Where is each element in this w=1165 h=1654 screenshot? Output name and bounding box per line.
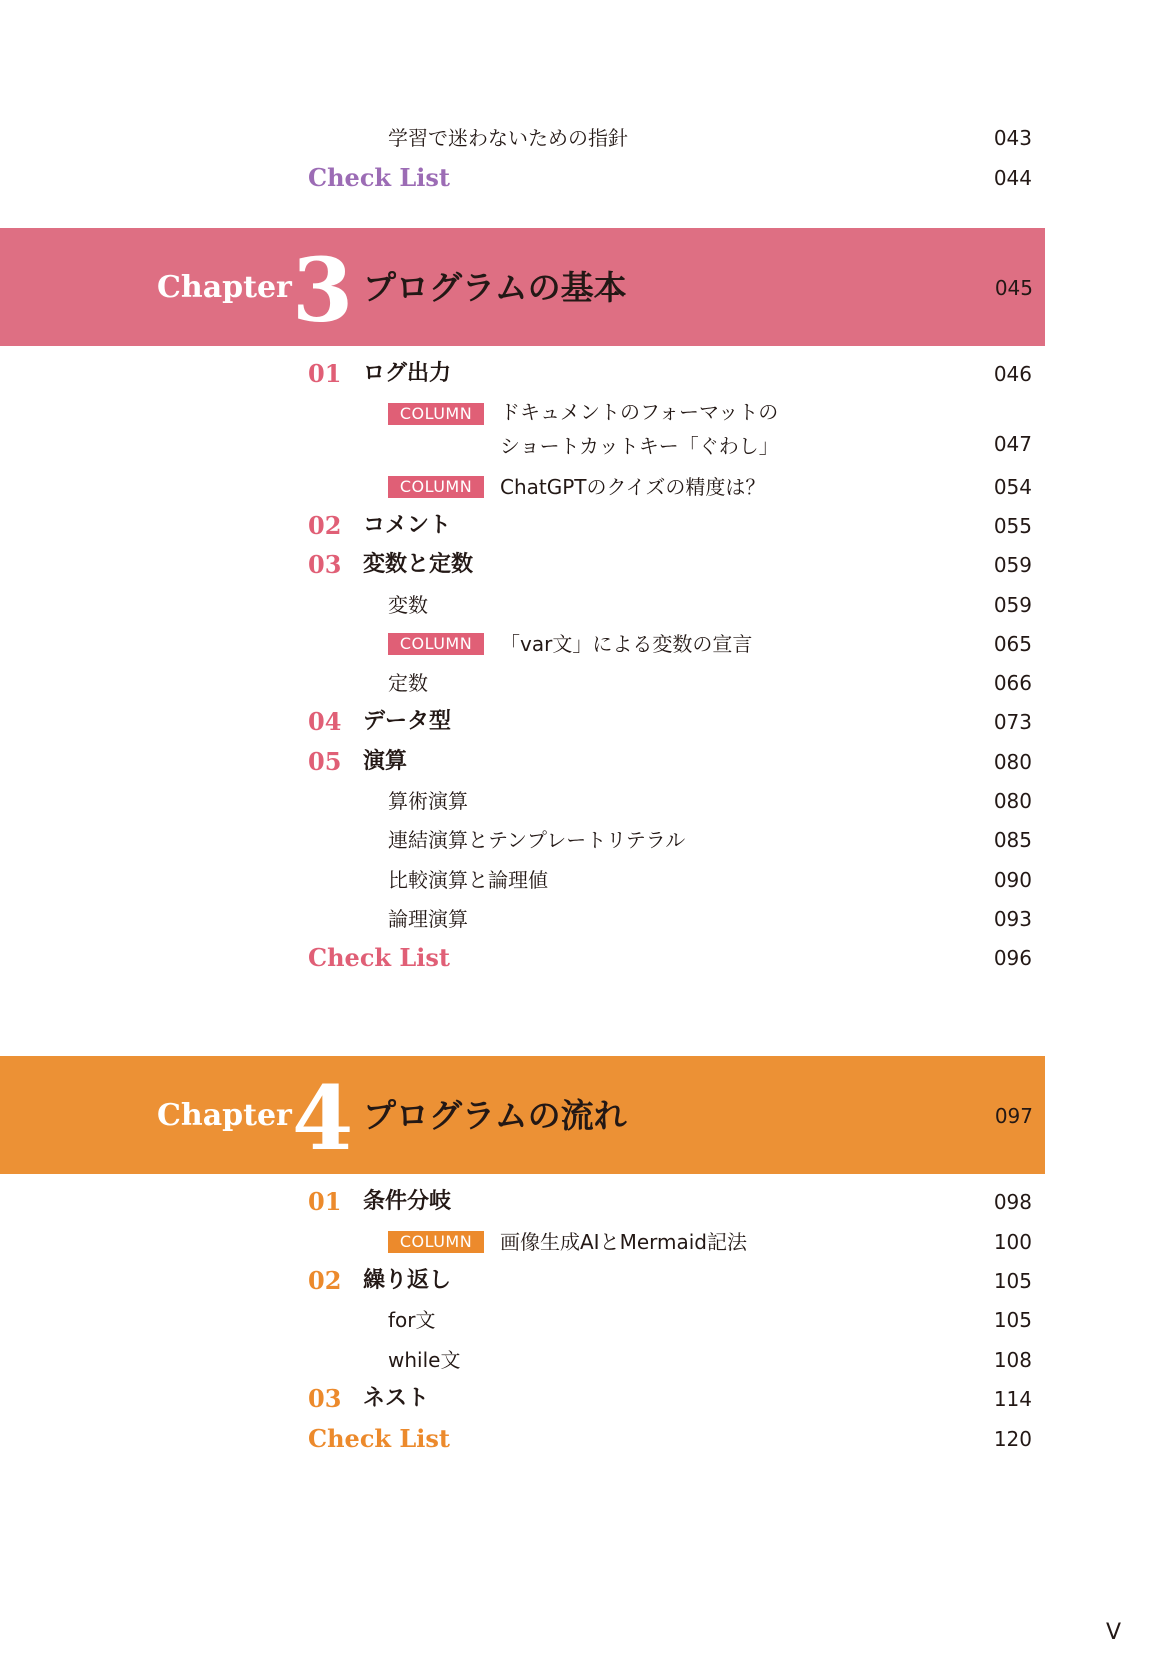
column-title-line2: ショートカットキー「ぐわし」 (500, 434, 779, 458)
column-badge: COLUMN (388, 633, 484, 655)
toc-subsection-entry[interactable] (0, 822, 1165, 858)
chapter-word: Chapter (157, 270, 292, 305)
checklist-label: Check List (308, 163, 451, 192)
toc-section-entry[interactable] (0, 704, 1165, 740)
section-number: 01 (308, 1187, 342, 1216)
page-folio: V (1105, 1620, 1121, 1645)
section-number: 02 (308, 511, 342, 540)
section-title: 演算 (363, 749, 408, 774)
section-title: 条件分岐 (363, 1189, 452, 1214)
toc-subsection-entry[interactable] (0, 587, 1165, 623)
toc-entry[interactable] (0, 120, 1165, 156)
section-title: 変数と定数 (363, 552, 474, 577)
page-number: 073 (993, 710, 1032, 734)
chapter-number: 4 (292, 1066, 354, 1170)
checklist-entry[interactable] (0, 1421, 1165, 1457)
chapter-3-header[interactable] (0, 228, 1045, 346)
section-title: ログ出力 (363, 361, 452, 386)
toc-column-entry[interactable] (0, 626, 1165, 662)
page-number: 059 (993, 593, 1032, 617)
page-number: 105 (993, 1308, 1032, 1332)
column-title: ChatGPTのクイズの精度は？ (500, 475, 766, 499)
toc-section-entry[interactable] (0, 356, 1165, 392)
page-number: 085 (993, 828, 1032, 852)
page-number: 096 (993, 946, 1032, 970)
page-number: 098 (993, 1190, 1032, 1214)
section-number: 03 (308, 1384, 342, 1413)
page-number: 080 (993, 750, 1032, 774)
column-title: 画像生成AIとMermaid記法 (500, 1230, 748, 1254)
subsection-title: 比較演算と論理値 (388, 868, 548, 892)
page-number: 100 (993, 1230, 1032, 1254)
toc-subsection-entry[interactable] (0, 862, 1165, 898)
chapter-title: プログラムの流れ (363, 1096, 627, 1135)
checklist-entry[interactable] (0, 940, 1165, 976)
page-number: 097 (994, 1104, 1033, 1128)
subsection-title: 算術演算 (388, 789, 468, 813)
chapter-title: プログラムの基本 (363, 268, 627, 307)
column-badge: COLUMN (388, 476, 484, 498)
toc-subsection-entry[interactable] (0, 783, 1165, 819)
section-number: 03 (308, 550, 342, 579)
section-number: 02 (308, 1266, 342, 1295)
toc-subsection-entry[interactable] (0, 665, 1165, 701)
chapter-number: 3 (292, 238, 354, 342)
page-number: 059 (993, 553, 1032, 577)
checklist-label: Check List (308, 943, 451, 972)
section-title: データ型 (363, 709, 452, 734)
page-number: 047 (993, 432, 1032, 456)
column-badge: COLUMN (388, 1231, 484, 1253)
toc-subsection-entry[interactable] (0, 901, 1165, 937)
page-number: 054 (993, 475, 1032, 499)
toc-section-entry[interactable] (0, 547, 1165, 583)
toc-section-entry[interactable] (0, 1184, 1165, 1220)
column-title: 「var文」による変数の宣言 (500, 632, 753, 656)
section-title: 繰り返し (363, 1268, 452, 1293)
page-number: 080 (993, 789, 1032, 813)
page-number: 046 (993, 362, 1032, 386)
section-number: 01 (308, 359, 342, 388)
toc-section-entry[interactable] (0, 508, 1165, 544)
toc-column-entry[interactable] (0, 1224, 1165, 1260)
subsection-title: while文 (388, 1348, 461, 1372)
section-number: 05 (308, 747, 342, 776)
subsection-title: 変数 (388, 593, 428, 617)
section-title: ネスト (363, 1386, 430, 1411)
page-number: 120 (993, 1427, 1032, 1451)
page-number: 093 (993, 907, 1032, 931)
page-number: 105 (993, 1269, 1032, 1293)
page-number: 045 (994, 276, 1033, 300)
subsection-title: 論理演算 (388, 907, 468, 931)
chapter-4-header[interactable] (0, 1056, 1045, 1174)
toc-subsection-entry[interactable] (0, 1302, 1165, 1338)
entry-title: 学習で迷わないための指針 (388, 126, 628, 150)
chapter-word: Chapter (157, 1098, 292, 1133)
column-badge: COLUMN (388, 403, 484, 425)
page-number: 044 (993, 166, 1032, 190)
page-number: 055 (993, 514, 1032, 538)
toc-section-entry[interactable] (0, 1263, 1165, 1299)
toc-column-entry[interactable] (0, 396, 1165, 462)
subsection-title: for文 (388, 1308, 436, 1332)
toc-subsection-entry[interactable] (0, 1342, 1165, 1378)
section-number: 04 (308, 707, 342, 736)
subsection-title: 連結演算とテンプレートリテラル (388, 828, 686, 852)
page-number: 065 (993, 632, 1032, 656)
checklist-entry[interactable] (0, 160, 1165, 196)
toc-column-entry[interactable] (0, 469, 1165, 505)
section-title: コメント (363, 513, 452, 538)
page-number: 108 (993, 1348, 1032, 1372)
checklist-label: Check List (308, 1424, 451, 1453)
column-title-line1: ドキュメントのフォーマットの (500, 400, 779, 424)
page-number: 043 (993, 126, 1032, 150)
page-number: 114 (993, 1387, 1032, 1411)
toc-section-entry[interactable] (0, 1381, 1165, 1417)
page-number: 090 (993, 868, 1032, 892)
toc-section-entry[interactable] (0, 744, 1165, 780)
subsection-title: 定数 (388, 671, 428, 695)
page-number: 066 (993, 671, 1032, 695)
